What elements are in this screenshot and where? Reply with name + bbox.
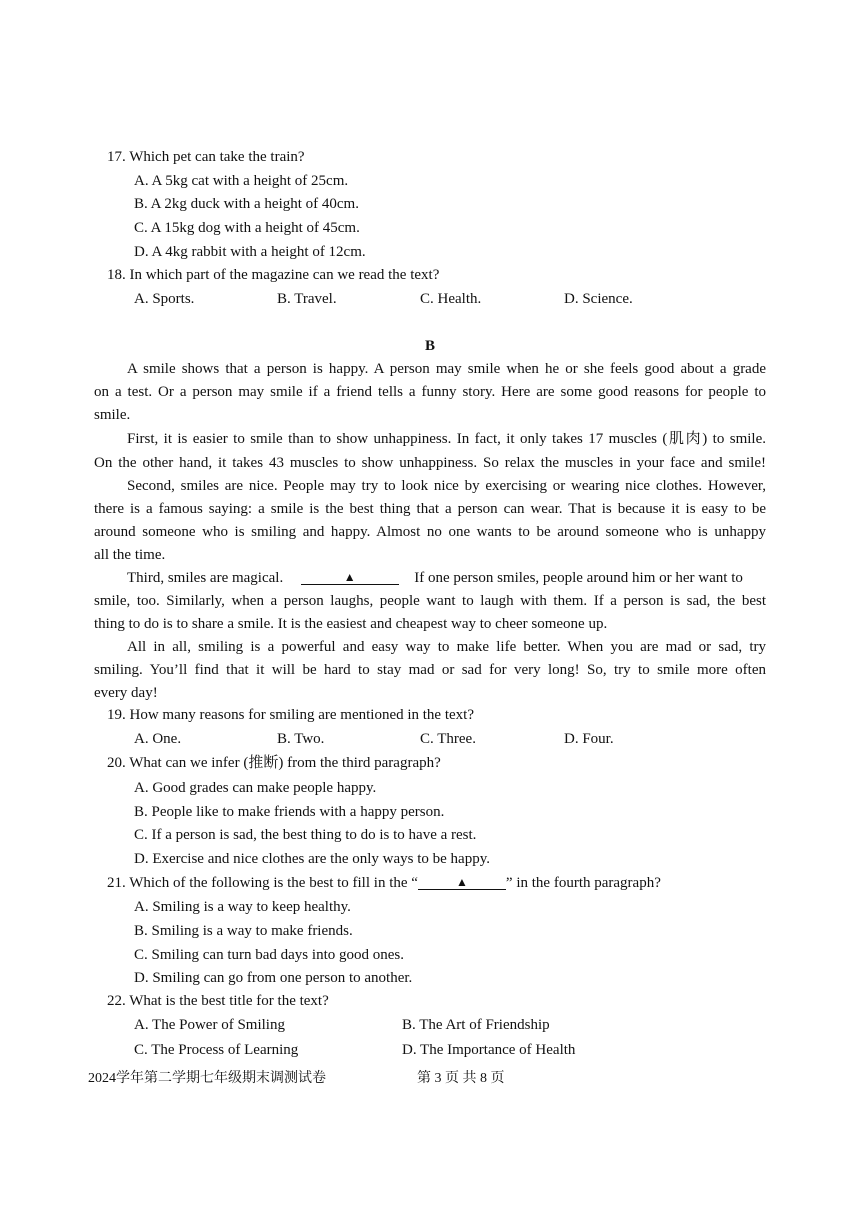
q20-option-c: C. If a person is sad, the best thing to do is to have a rest. bbox=[134, 827, 477, 843]
passage-line: on a test. Or a person may smile if a friend tells a funny story. Here are some good reasons for people to bbox=[94, 384, 766, 400]
q20-stem: 20. What can we infer (推断) from the third paragraph? bbox=[107, 755, 441, 771]
q18-option-a: A. Sports. bbox=[134, 291, 195, 307]
q22-option-b: B. The Art of Friendship bbox=[402, 1017, 550, 1033]
q21-option-b: B. Smiling is a way to make friends. bbox=[134, 923, 353, 939]
passage-line: First, it is easier to smile than to show unhappiness. In fact, it only takes 17 muscles (肌肉) to smile. bbox=[127, 431, 766, 447]
q21-option-a: A. Smiling is a way to keep healthy. bbox=[134, 899, 351, 915]
passage-line: A smile shows that a person is happy. A person may smile when he or she feels good about a grade bbox=[127, 361, 766, 377]
q21-blank-marker: ▲ bbox=[418, 875, 506, 890]
passage-line: thing to do is to share a smile. It is the easiest and cheapest way to cheer someone up. bbox=[94, 616, 608, 632]
passage-line: On the other hand, it takes 43 muscles to show unhappiness. So relax the muscles in your face and smile! bbox=[94, 455, 766, 471]
q19-stem: 19. How many reasons for smiling are mentioned in the text? bbox=[107, 707, 474, 723]
footer-exam-name: 2024学年第二学期七年级期末调测试卷 bbox=[88, 1071, 326, 1086]
q19-option-d: D. Four. bbox=[564, 731, 614, 747]
q19-option-a: A. One. bbox=[134, 731, 182, 747]
q20-option-a: A. Good grades can make people happy. bbox=[134, 780, 377, 796]
q19-option-c: C. Three. bbox=[420, 731, 476, 747]
q17-option-d: D. A 4kg rabbit with a height of 12cm. bbox=[134, 244, 366, 260]
q18-option-b: B. Travel. bbox=[277, 291, 337, 307]
q22-option-d: D. The Importance of Health bbox=[402, 1042, 576, 1058]
q19-option-b: B. Two. bbox=[277, 731, 325, 747]
passage-line: there is a famous saying: a smile is the best thing that a person can wear. That is because it is easy to be bbox=[94, 501, 766, 517]
footer-page-info: 第 3 页 共 8 页 bbox=[417, 1071, 505, 1086]
q21-stem bbox=[107, 873, 661, 893]
blank-marker: ▲ bbox=[301, 570, 399, 585]
passage-line: all the time. bbox=[94, 547, 166, 563]
passage-line: smile. bbox=[94, 407, 131, 423]
q18-stem: 18. In which part of the magazine can we read the text? bbox=[107, 267, 440, 283]
q22-stem: 22. What is the best title for the text? bbox=[107, 993, 329, 1009]
q22-option-c: C. The Process of Learning bbox=[134, 1042, 299, 1058]
third-para-start: Third, smiles are magical. bbox=[127, 570, 284, 586]
q18-option-c: C. Health. bbox=[420, 291, 482, 307]
q17-option-a: A. A 5kg cat with a height of 25cm. bbox=[134, 173, 349, 189]
q22-option-a: A. The Power of Smiling bbox=[134, 1017, 285, 1033]
passage-line: smiling. You’ll find that it will be hard to stay mad or sad for very long! So, try to smile more often bbox=[94, 662, 766, 678]
q17-stem: 17. Which pet can take the train? bbox=[107, 149, 305, 165]
passage-line: around someone who is smiling and happy. Almost no one wants to be around someone who is unhappy bbox=[94, 524, 766, 540]
q20-option-d: D. Exercise and nice clothes are the only ways to be happy. bbox=[134, 851, 490, 867]
passage-line-with-blank bbox=[127, 568, 743, 588]
passage-line: every day! bbox=[94, 685, 158, 701]
q20-option-b: B. People like to make friends with a happy person. bbox=[134, 804, 445, 820]
q17-option-c: C. A 15kg dog with a height of 45cm. bbox=[134, 220, 360, 236]
q21-option-c: C. Smiling can turn bad days into good ones. bbox=[134, 947, 404, 963]
q17-option-b: B. A 2kg duck with a height of 40cm. bbox=[134, 196, 359, 212]
q21-option-d: D. Smiling can go from one person to another. bbox=[134, 970, 413, 986]
q18-option-d: D. Science. bbox=[564, 291, 633, 307]
q21-stem-before: 21. Which of the following is the best to fill in the “ bbox=[107, 875, 418, 891]
passage-line: Second, smiles are nice. People may try to look nice by exercising or wearing nice clothes. However, bbox=[127, 478, 766, 494]
passage-line: smile, too. Similarly, when a person laughs, people want to laugh with them. If a person is sad, the best bbox=[94, 593, 766, 609]
passage-line: All in all, smiling is a powerful and easy way to make life better. When you are mad or sad, try bbox=[127, 639, 766, 655]
section-b-title: B bbox=[424, 338, 435, 354]
q21-stem-after: ” in the fourth paragraph? bbox=[505, 875, 661, 891]
third-para-after-blank: If one person smiles, people around him or her want to bbox=[414, 570, 743, 586]
